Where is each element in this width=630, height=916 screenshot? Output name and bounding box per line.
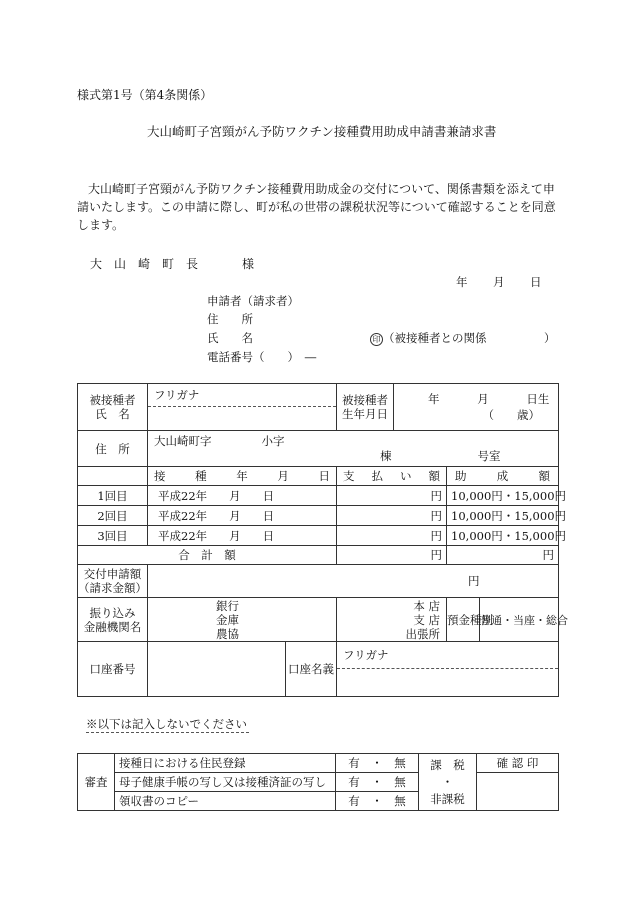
tax-status: 課 税 ・ 非課税	[419, 754, 477, 811]
header-paid: 支 払 い 額	[337, 467, 447, 486]
date-day-label: 日	[530, 275, 542, 289]
subject-name-cell[interactable]	[148, 384, 337, 431]
address-koaza: 小字	[261, 433, 285, 448]
request-amount-label: 交付申請額 （請求金額）	[78, 565, 148, 598]
note-not-fill: ※以下は記入しないでください	[86, 717, 247, 731]
applicant-seal-line	[370, 330, 556, 346]
intro-line-3: します。	[77, 218, 125, 232]
review-status-1: 有 ・ 無	[336, 754, 419, 773]
addressee-sama: 様	[242, 257, 255, 271]
row-grant: 10,000円・15,000円	[447, 486, 559, 506]
bank-label: 振り込み 金融機関名	[78, 598, 148, 642]
review-table	[77, 753, 559, 811]
branch-head: 本 店	[413, 598, 441, 613]
addressee: 大 山 崎 町 長	[90, 257, 199, 271]
address-town: 大山崎町字	[154, 433, 212, 448]
header-date: 接 種 年 月 日	[148, 467, 337, 486]
birth-year: 年	[428, 392, 440, 406]
row-date[interactable]: 平成22年 月 日	[148, 486, 337, 506]
seal-icon: 印	[370, 333, 383, 346]
form-number: 様式第1号（第4条関係）	[77, 88, 213, 102]
application-table	[77, 383, 569, 697]
row-label: 1回目	[78, 486, 148, 506]
subject-name-label: 被接種者 氏 名	[78, 384, 148, 431]
total-paid[interactable]: 円	[337, 546, 447, 565]
header-blank	[78, 467, 148, 486]
row-paid[interactable]: 円	[337, 506, 447, 526]
address-cell[interactable]	[148, 431, 559, 467]
row-paid[interactable]: 円	[337, 526, 447, 546]
deposit-options[interactable]: 普通・当座・総合	[480, 598, 559, 642]
row-grant: 10,000円・15,000円	[447, 526, 559, 546]
applicant-name-label: 氏 名	[207, 331, 253, 345]
bank-type-bank: 銀行	[216, 598, 239, 613]
applicant-heading: 申請者（請求者）	[207, 294, 299, 308]
table-row	[78, 506, 559, 526]
date-year-label: 年	[456, 275, 468, 289]
birthdate-label: 被接種者 生年月日	[337, 384, 394, 431]
page-title: 大山崎町子宮頸がん予防ワクチン接種費用助成申請書兼請求書	[147, 124, 497, 139]
account-furigana: フリガナ	[337, 642, 558, 669]
review-item-1: 接種日における住民登録	[115, 754, 336, 773]
relation-label: （被接種者との関係 ）	[383, 331, 556, 345]
branch-office: 出張所	[405, 626, 441, 641]
table-row	[78, 526, 559, 546]
address-room: 号室	[477, 448, 501, 463]
account-number-cell[interactable]	[148, 642, 286, 697]
header-grant: 助 成 額	[447, 467, 559, 486]
bank-type-nokyo: 農協	[216, 626, 239, 641]
account-number-label: 口座番号	[78, 642, 148, 697]
row-date[interactable]: 平成22年 月 日	[148, 526, 337, 546]
row-grant: 10,000円・15,000円	[447, 506, 559, 526]
review-label: 審査	[78, 754, 115, 811]
deposit-label: 預金種別	[447, 598, 480, 642]
branch-branch: 支 店	[413, 612, 441, 627]
bank-type-shinkin: 金庫	[216, 612, 239, 627]
account-name-label: 口座名義	[286, 642, 337, 697]
birthdate-cell[interactable]	[394, 384, 559, 431]
confirm-seal-label: 確 認 印	[477, 754, 559, 773]
date-month-label: 月	[493, 275, 505, 289]
row-label: 3回目	[78, 526, 148, 546]
account-name-cell[interactable]	[337, 642, 559, 697]
total-label: 合 計 額	[78, 546, 337, 565]
applicant-address-label: 住 所	[207, 312, 253, 326]
intro-line-1: 大山崎町子宮頸がん予防ワクチン接種費用助成金の交付について、関係書類を添えて申	[88, 182, 555, 196]
table-row	[78, 486, 559, 506]
age-label: （ 歳）	[482, 408, 541, 422]
row-date[interactable]: 平成22年 月 日	[148, 506, 337, 526]
bank-name-cell[interactable]	[148, 598, 337, 642]
review-status-2: 有 ・ 無	[336, 773, 419, 792]
total-grant: 円	[447, 546, 559, 565]
branch-cell[interactable]	[337, 598, 447, 642]
birth-day: 日生	[526, 392, 550, 406]
review-item-2: 母子健康手帳の写し又は接種済証の写し	[115, 773, 336, 792]
address-mune: 棟	[380, 448, 392, 463]
confirm-seal-box	[477, 773, 559, 811]
intro-line-2: 請いたします。この申請に際し、町が私の世帯の課税状況等について確認することを同意	[77, 200, 556, 214]
row-paid[interactable]: 円	[337, 486, 447, 506]
review-item-3: 領収書のコピー	[115, 792, 336, 811]
applicant-phone-label: 電話番号（ ） ―	[207, 350, 317, 364]
address-label: 住 所	[78, 431, 148, 467]
subject-furigana: フリガナ	[148, 384, 336, 407]
review-status-3: 有 ・ 無	[336, 792, 419, 811]
request-amount-cell[interactable]: 円	[148, 565, 559, 598]
birth-month: 月	[477, 392, 489, 406]
row-label: 2回目	[78, 506, 148, 526]
